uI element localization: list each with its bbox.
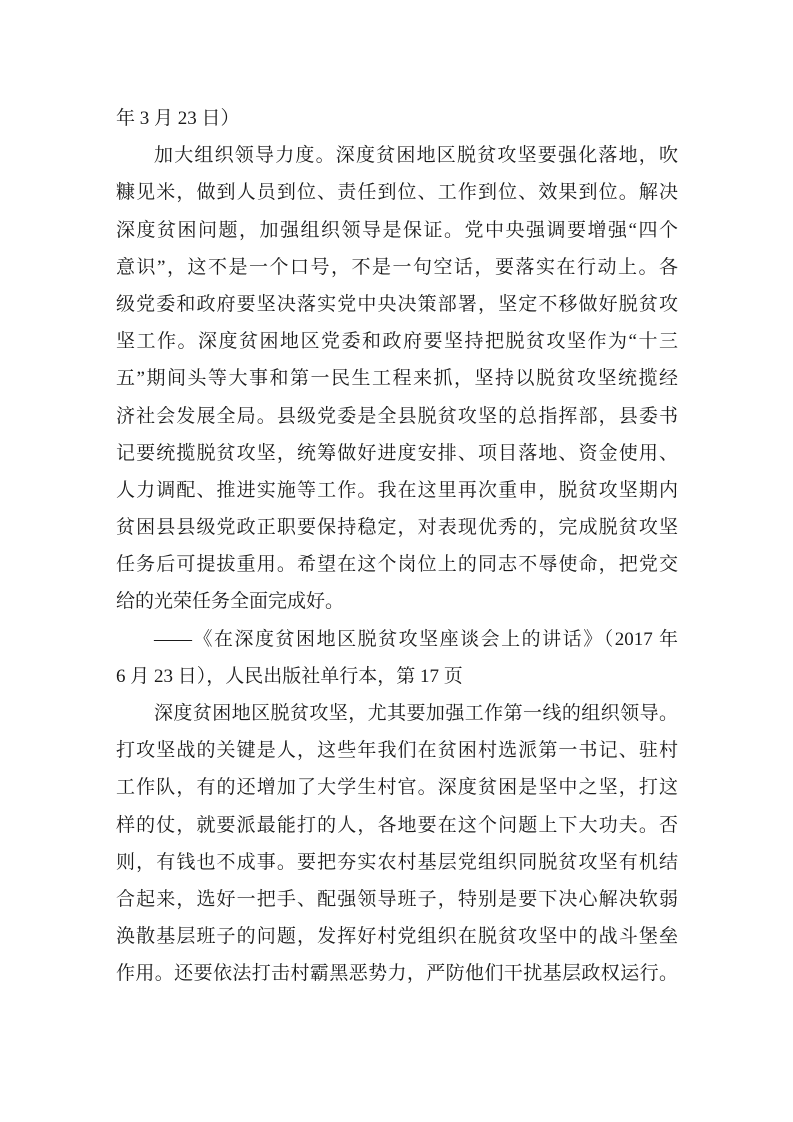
- text-line: 人力调配、推进实施等工作。我在这里再次重申，脱贫攻坚期内: [116, 479, 678, 501]
- text-line: 贫困县县级党政正职要保持稳定，对表现优秀的，完成脱贫攻坚: [116, 517, 678, 539]
- text-line: 样的仗，就要派最能打的人，各地要在这个问题上下大功夫。否: [116, 814, 678, 836]
- text-line: 年 3 月 23 日）: [116, 108, 240, 129]
- text-line: 糠见米，做到人员到位、责任到位、工作到位、效果到位。解决: [116, 182, 678, 204]
- text-line: 合起来，选好一把手、配强领导班子，特别是要下决心解决软弱: [116, 888, 678, 910]
- text-line: 级党委和政府要坚决落实党中央决策部署，坚定不移做好脱贫攻: [116, 293, 678, 315]
- text-line: 6 月 23 日），人民出版社单行本，第 17 页: [116, 665, 463, 687]
- text-line: 打攻坚战的关键是人，这些年我们在贫困村选派第一书记、驻村: [116, 740, 678, 762]
- text-line: 济社会发展全局。县级党委是全县脱贫攻坚的总指挥部，县委书: [116, 405, 678, 427]
- text-line: 加大组织领导力度。深度贫困地区脱贫攻坚要强化落地，吹: [154, 145, 678, 167]
- text-line: 作用。还要依法打击村霸黑恶势力，严防他们干扰基层政权运行。: [116, 963, 678, 985]
- text-line: 给的光荣任务全面完成好。: [116, 591, 345, 613]
- text-line: ——《在深度贫困地区脱贫攻坚座谈会上的讲话》（2017 年: [154, 628, 678, 650]
- text-line: 意识”，这不是一个口号，不是一句空话，要落实在行动上。各: [116, 256, 678, 278]
- document-lines: [116, 100, 678, 993]
- text-line: 五”期间头等大事和第一民生工程来抓，坚持以脱贫攻坚统揽经: [116, 368, 678, 390]
- text-line: 深度贫困地区脱贫攻坚，尤其要加强工作第一线的组织领导。: [154, 703, 678, 724]
- text-line: 工作队，有的还增加了大学生村官。深度贫困是坚中之坚，打这: [116, 777, 678, 799]
- text-line: 深度贫困问题，加强组织领导是保证。党中央强调要增强“四个: [116, 219, 678, 241]
- text-line: 坚工作。深度贫困地区党委和政府要坚持把脱贫攻坚作为“十三: [116, 331, 678, 353]
- text-line: 任务后可提拔重用。希望在这个岗位上的同志不辱使命，把党交: [116, 554, 678, 576]
- text-line: 涣散基层班子的问题，发挥好村党组织在脱贫攻坚中的战斗堡垒: [116, 926, 678, 948]
- text-line: 记要统揽脱贫攻坚，统筹做好进度安排、项目落地、资金使用、: [116, 442, 678, 464]
- text-line: 则，有钱也不成事。要把夯实农村基层党组织同脱贫攻坚有机结: [116, 851, 678, 873]
